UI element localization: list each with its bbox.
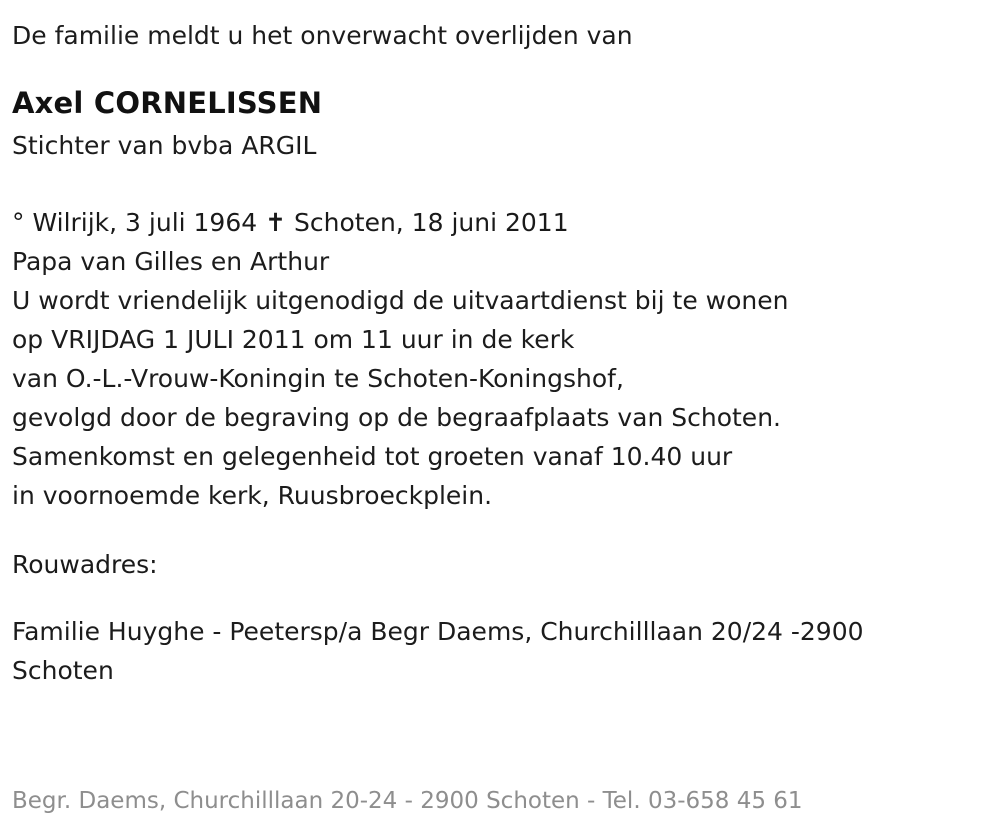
notice-body-line: U wordt vriendelijk uitgenodigd de uitvaartdienst bij te wonen — [12, 286, 789, 315]
birth-death-dates — [12, 203, 980, 242]
notice-body-line: van O.-L.-Vrouw-Koningin te Schoten-Koningshof, — [12, 364, 624, 393]
notice-intro: De familie meldt u het onverwacht overlijden van — [12, 21, 633, 50]
mourning-address-line: Familie Huyghe - Peetersp/a Begr Daems, Churchilllaan 20/24 -2900 — [12, 617, 864, 646]
mourning-address-line: Schoten — [12, 656, 114, 685]
notice-body-line: Samenkomst en gelegenheid tot groeten vanaf 10.40 uur — [12, 442, 733, 471]
funeral-home-footer: Begr. Daems, Churchilllaan 20-24 - 2900 Schoten - Tel. 03-658 45 61 — [12, 788, 803, 814]
cross-icon: ✝ — [265, 208, 287, 237]
deceased-name: Axel CORNELISSEN — [12, 86, 323, 120]
notice-body-line: op VRIJDAG 1 JULI 2011 om 11 uur in de kerk — [12, 325, 575, 354]
birth-date: ° Wilrijk, 3 juli 1964 — [12, 208, 266, 237]
deceased-subtitle: Stichter van bvba ARGIL — [12, 131, 317, 160]
notice-body-line: Papa van Gilles en Arthur — [12, 247, 330, 276]
mourning-address-label: Rouwadres: — [12, 550, 158, 579]
spacer — [12, 515, 980, 545]
notice-body — [12, 242, 980, 515]
notice-body-line: gevolgd door de begraving op de begraafplaats van Schoten. — [12, 403, 781, 432]
mourning-address — [12, 612, 980, 690]
death-date: Schoten, 18 juni 2011 — [286, 208, 569, 237]
notice-body-line: in voornoemde kerk, Ruusbroeckplein. — [12, 481, 493, 510]
spacer — [12, 584, 980, 612]
